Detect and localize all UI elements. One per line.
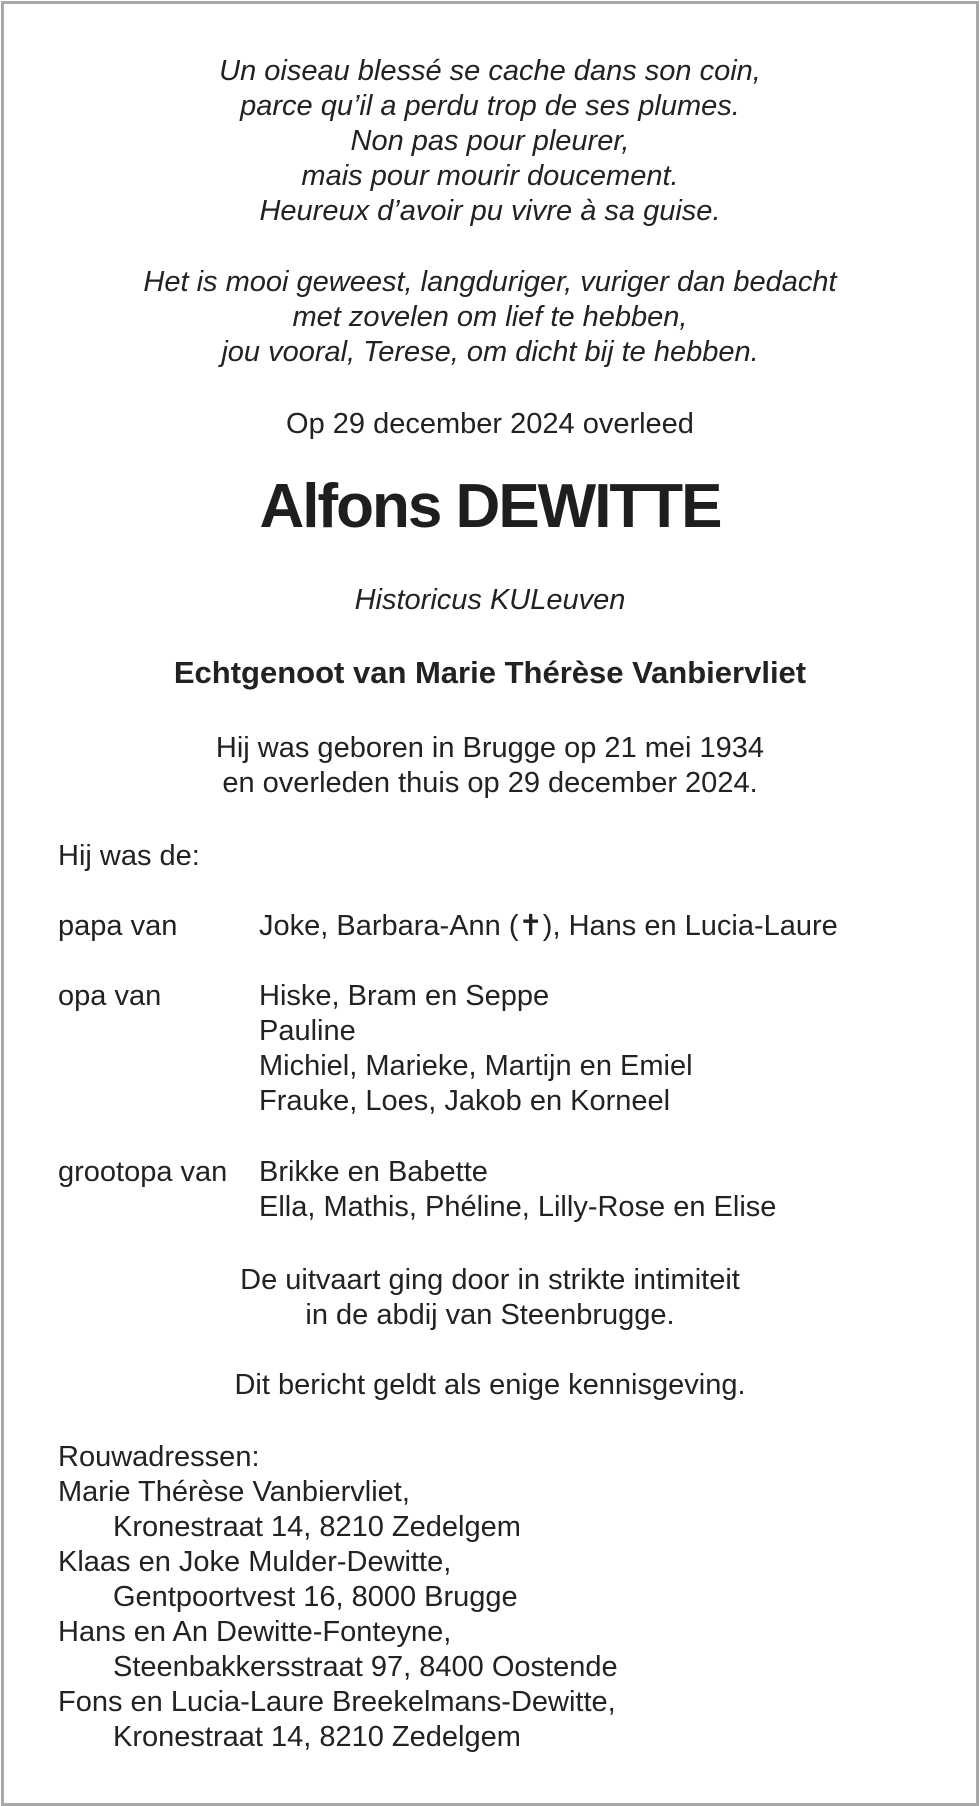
addresses-heading: Rouwadressen: — [58, 1441, 260, 1473]
address-name: Klaas en Joke Mulder-Dewitte, — [58, 1546, 452, 1578]
family-label-children: papa van — [58, 910, 178, 942]
poem-fr-line: Heureux d’avoir pu vivre à sa guise. — [259, 195, 721, 227]
poem-nl-line: jou vooral, Terese, om dicht bij te hebben. — [221, 336, 759, 368]
poem-fr-line: parce qu’il a perdu trop de ses plumes. — [240, 90, 740, 122]
great-grandchildren-line: Brikke en Babette — [259, 1156, 488, 1188]
family-children: Joke, Barbara-Ann (✝), Hans en Lucia-Laure — [259, 910, 838, 942]
address-name: Fons en Lucia-Laure Breekelmans-Dewitte, — [58, 1686, 616, 1718]
address-street: Kronestraat 14, 8210 Zedelgem — [113, 1511, 521, 1543]
death-line: en overleden thuis op 29 december 2024. — [222, 767, 758, 799]
great-grandchildren-line: Ella, Mathis, Phéline, Lilly-Rose en Elise — [259, 1191, 777, 1223]
address-street: Steenbakkersstraat 97, 8400 Oostende — [113, 1651, 618, 1683]
address-street: Kronestraat 14, 8210 Zedelgem — [113, 1721, 521, 1753]
deceased-name: Alfons DEWITTE — [259, 472, 721, 541]
poem-nl-line: Het is mooi geweest, langduriger, vuriger dan bedacht — [143, 266, 837, 298]
address-name: Hans en An Dewitte-Fonteyne, — [58, 1616, 452, 1648]
funeral-line: De uitvaart ging door in strikte intimiteit — [240, 1264, 740, 1296]
grandchildren-line: Pauline — [259, 1015, 356, 1047]
grandchildren-line: Michiel, Marieke, Martijn en Emiel — [259, 1050, 693, 1082]
grandchildren-line: Hiske, Bram en Seppe — [259, 980, 550, 1012]
spouse-line: Echtgenoot van Marie Thérèse Vanbiervliet — [173, 655, 807, 690]
poem-fr-line: Non pas pour pleurer, — [350, 125, 630, 157]
poem-fr-line: mais pour mourir doucement. — [301, 160, 679, 192]
family-intro: Hij was de: — [58, 840, 200, 872]
grandchildren-line: Frauke, Loes, Jakob en Korneel — [259, 1085, 671, 1117]
death-announcement: Op 29 december 2024 overleed — [286, 408, 694, 440]
poem-fr-line: Un oiseau blessé se cache dans son coin, — [219, 55, 761, 87]
address-name: Marie Thérèse Vanbiervliet, — [58, 1476, 410, 1508]
family-label-great-grandchildren: grootopa van — [58, 1156, 228, 1188]
family-label-grandchildren: opa van — [58, 980, 162, 1012]
funeral-line: in de abdij van Steenbrugge. — [305, 1299, 675, 1331]
address-street: Gentpoortvest 16, 8000 Brugge — [113, 1581, 518, 1613]
birth-line: Hij was geboren in Brugge op 21 mei 1934 — [215, 732, 765, 764]
deceased-title: Historicus KULeuven — [354, 584, 626, 616]
notice-statement: Dit bericht geldt als enige kennisgeving. — [234, 1369, 746, 1401]
poem-nl-line: met zovelen om lief te hebben, — [292, 301, 688, 333]
